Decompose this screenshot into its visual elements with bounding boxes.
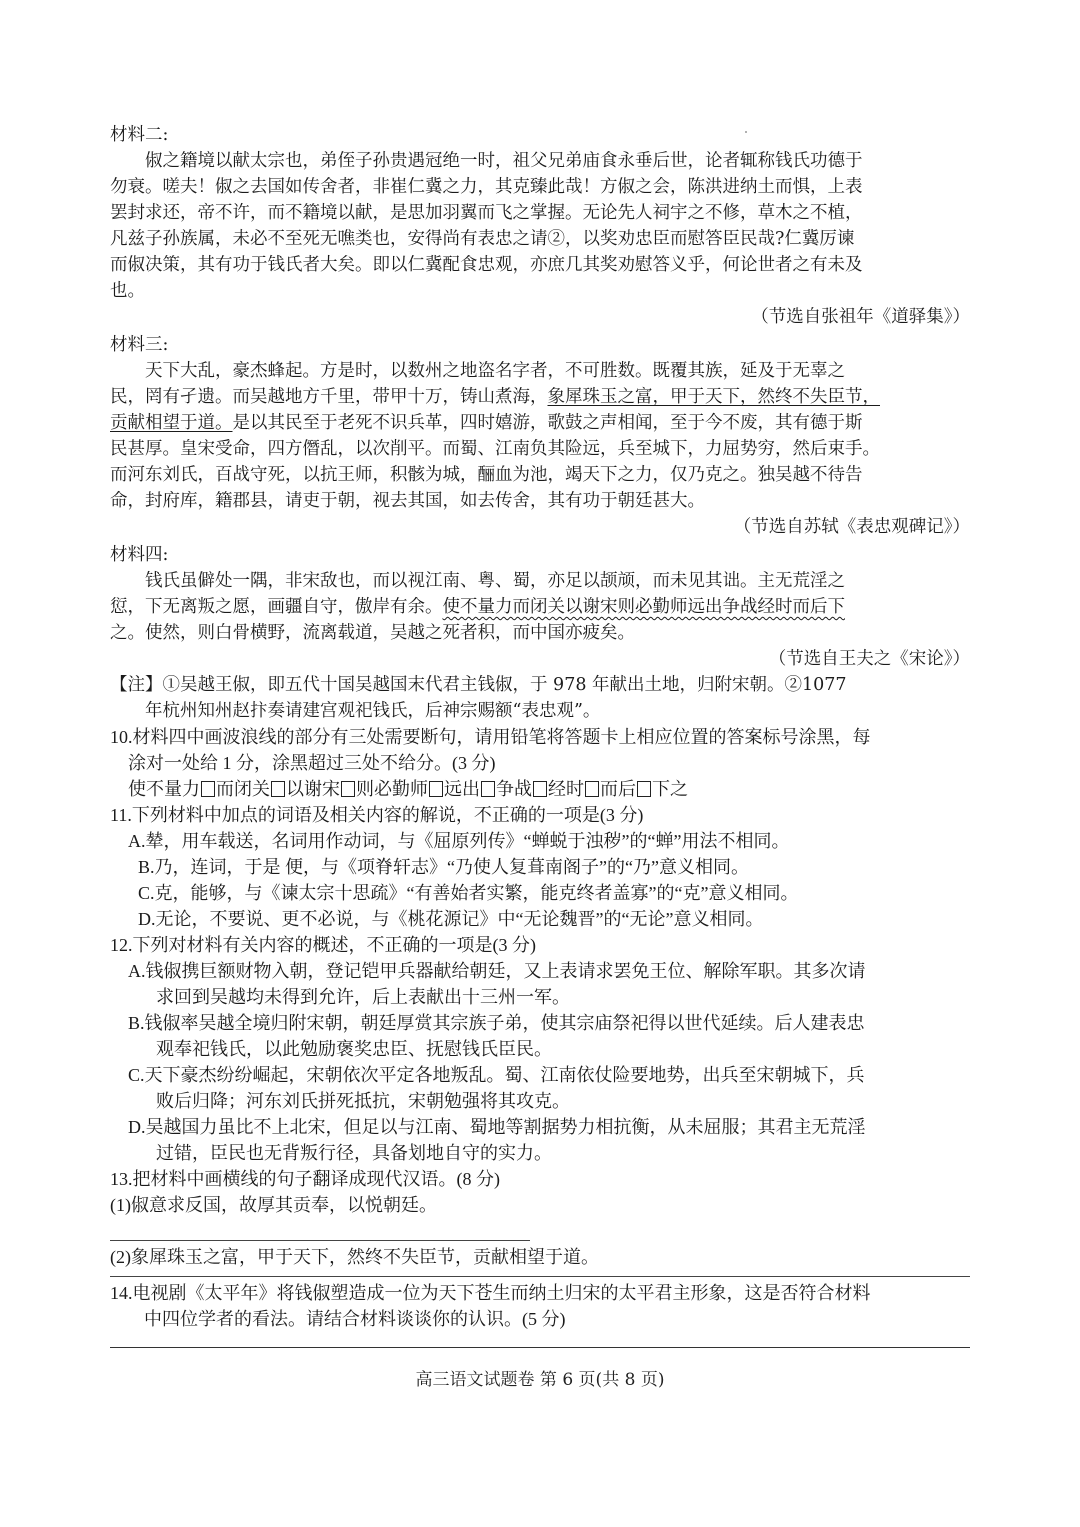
exam-page-body <box>110 120 970 1332</box>
annotation-note <box>110 672 970 724</box>
answer-box-a[interactable] <box>201 781 215 797</box>
material4-line: 之。使然，则白骨横野，流离载道，吴越之死者积，而中国亦疲矣。 <box>110 623 635 643</box>
question-10 <box>110 724 970 802</box>
material3-text <box>110 358 970 514</box>
material4-text <box>110 568 970 646</box>
answer-line <box>110 1347 970 1348</box>
note-line: 年杭州知州赵抃奏请建宫观祀钱氏，后神宗赐额“表忠观”。 <box>145 701 601 721</box>
material3-line: 命，封府库，籍郡县，请吏于朝，视去其国，如去传舍，其有功于朝廷甚大。 <box>110 491 705 511</box>
option-d: D.无论，不要说、更不必说，与《桃花源记》中“无论魏晋”的“无论”意义相同。 <box>138 909 764 929</box>
option-c: C.克，能够，与《谏太宗十思疏》“有善始者实繁，能克终者盖寡”的“克”意义相同。 <box>138 883 799 903</box>
material3-line <box>110 410 970 436</box>
material2-line: 而俶决策，其有功于钱氏者大矣。即以仁冀配食忠观，亦庶几其奖劝慰答义乎，何论世者之有未及 <box>110 255 863 275</box>
question-14-stem: 中四位学者的看法。请结合材料谈谈你的认识。(5 分) <box>144 1309 566 1329</box>
option-a-cont: 求回到吴越均未得到允许，后上表献出十三州一军。 <box>156 987 570 1007</box>
material2-line: 凡兹子孙族属，未必不至死无噍类也，安得尚有表忠之请②，以奖劝忠臣而慰答臣民哉?仁冀厉谏 <box>110 229 855 249</box>
question-14-stem: 14.电视剧《太平年》将钱俶塑造成一位为天下苍生而纳土归宋的太平君主形象，这是否符合材料 <box>110 1283 871 1303</box>
material2-source: （节选自张祖年《道驿集》） <box>751 307 970 327</box>
page-footer: 高三语文试题卷 第 6 页(共 8 页) <box>415 1370 665 1390</box>
material2-line: 俶之籍境以献太宗也，弟侄子孙贵遇冠绝一时，祖父兄弟庙食永垂后世，论者辄称钱氏功德于 <box>145 151 863 171</box>
answer-box-f[interactable] <box>533 781 547 797</box>
question-11-stem: 11.下列材料中加点的词语及相关内容的解说，不正确的一项是(3 分) <box>110 805 644 825</box>
option-a: A.辇，用车载送，名词用作动词，与《屈原列传》“蝉蜕于浊秽”的“蝉”用法不相同。 <box>128 831 790 851</box>
question-10-stem: 涂对一处给 1 分，涂黑超过三处不给分。(3 分) <box>128 753 496 773</box>
segment: 经时 <box>548 779 584 799</box>
option-c: C.天下豪杰纷纷崛起，宋朝依次平定各地叛乱。蜀、江南依仗险要地势，出兵至宋朝城下，兵 <box>128 1065 865 1085</box>
segment: 则必勤师 <box>356 779 428 799</box>
material3-text-plain: 民，罔有孑遗。而吴越地方千里，带甲十万，铸山煮海， <box>110 387 548 407</box>
option-a: A.钱俶携巨额财物入朝，登记铠甲兵器献给朝廷，又上表请求罢免王位、解除军职。其多次请 <box>128 961 866 981</box>
translation-sentence-1: (1)俶意求反国，故厚其贡奉，以悦朝廷。 <box>110 1195 437 1215</box>
punctuation-choices <box>110 776 970 802</box>
material2-line: 也。 <box>110 281 145 301</box>
material4-line: 钱氏虽僻处一隅，非宋敌也，而以视江南、粤、蜀，亦足以颉颃，而未见其诎。主无荒淫之 <box>145 571 845 591</box>
question-14 <box>110 1280 970 1332</box>
material2-label: 材料二: <box>110 125 169 145</box>
answer-box-d[interactable] <box>429 781 443 797</box>
material2-line: 勿衰。嗟夫！俶之去国如传舍者，非崔仁冀之力，其克臻此哉！方俶之会，陈洪进纳土而惧，上表 <box>110 177 863 197</box>
answer-box-e[interactable] <box>481 781 495 797</box>
segment: 远出 <box>444 779 480 799</box>
answer-area-1[interactable] <box>110 1218 970 1244</box>
question-12 <box>110 932 970 1166</box>
material3-line: 天下大乱，豪杰蜂起。方是时，以数州之地盗名字者，不可胜数。既覆其族，延及于无辜之 <box>145 361 845 381</box>
question-10-stem: 10.材料四中画波浪线的部分有三处需要断句，请用铅笔将答题卡上相应位置的答案标号涂黑，每 <box>110 727 871 747</box>
material4-line <box>110 594 970 620</box>
underlined-sentence: 象犀珠玉之富，甲于天下，然终不失臣节， <box>547 387 880 407</box>
answer-line <box>110 1240 530 1241</box>
material4-label: 材料四: <box>110 545 169 565</box>
answer-line <box>110 1276 970 1277</box>
option-d-cont: 过错，臣民也无背叛行径，具备划地自守的实力。 <box>156 1143 552 1163</box>
question-12-stem: 12.下列对材料有关内容的概述，不正确的一项是(3 分) <box>110 935 536 955</box>
note-line: 【注】①吴越王俶，即五代十国吴越国末代君主钱俶，于 978 年献出土地，归附宋朝。②1077 <box>110 675 847 695</box>
material2-line: 罢封求还，帝不许，而不籍境以献，是思加羽翼而飞之掌握。无论先人祠宇之不修，草木之不植， <box>110 203 863 223</box>
material3-line: 而河东刘氏，百战守死，以抗王师，积骸为城，酾血为池，竭天下之力，仅乃克之。独吴越不待告 <box>110 465 863 485</box>
segment: 使不量力 <box>128 779 200 799</box>
answer-box-b[interactable] <box>271 781 285 797</box>
answer-area-2[interactable] <box>110 1270 970 1280</box>
question-13-stem: 13.把材料中画横线的句子翻译成现代汉语。(8 分) <box>110 1169 500 1189</box>
material3-label: 材料三: <box>110 335 169 355</box>
material3-line <box>110 384 970 410</box>
option-d: D.吴越国力虽比不上北宋，但足以与江南、蜀地等割据势力相抗衡，从未屈服；其君主无荒淫 <box>128 1117 866 1137</box>
segment: 下之 <box>652 779 688 799</box>
material4-source: （节选自王夫之《宋论》） <box>768 649 970 669</box>
answer-box-c[interactable] <box>341 781 355 797</box>
option-b: B.乃，连词，于是 便，与《项脊轩志》“乃使人复葺南阁子”的“乃”意义相同。 <box>138 857 749 877</box>
option-c-cont: 败后归降；河东刘氏拼死抵抗，宋朝勉强将其攻克。 <box>156 1091 570 1111</box>
segment: 而闭关 <box>216 779 270 799</box>
wavy-underlined-sentence: 使不量力而闭关以谢宋则必勤师远出争战经时而后下 <box>442 597 845 617</box>
segment: 以谢宋 <box>286 779 340 799</box>
material3-source: （节选自苏轼《表忠观碑记》） <box>733 517 970 537</box>
option-b: B.钱俶率吴越全境归附宋朝，朝廷厚赏其宗族子弟，使其宗庙祭祀得以世代延续。后人建表忠 <box>128 1013 865 1033</box>
question-13 <box>110 1166 970 1280</box>
answer-box-g[interactable] <box>585 781 599 797</box>
segment: 争战 <box>496 779 532 799</box>
material3-line: 民甚厚。皇宋受命，四方僭乱，以次削平。而蜀、江南负其险远，兵至城下，力屈势穷，然后束手。 <box>110 439 880 459</box>
segment: 而后 <box>600 779 636 799</box>
material4-text-plain: 愆，下无离叛之愿，画疆自守，傲岸有余。 <box>110 597 443 617</box>
material2-text <box>110 148 970 304</box>
question-11 <box>110 802 970 932</box>
answer-box-h[interactable] <box>637 781 651 797</box>
underlined-sentence: 贡献相望于道。 <box>110 413 233 433</box>
material3-text-plain: 是以其民至于老死不识兵革，四时嬉游，歌鼓之声相闻，至于今不废，其有德于斯 <box>232 413 863 433</box>
translation-sentence-2: (2)象犀珠玉之富，甲于天下，然终不失臣节，贡献相望于道。 <box>110 1247 599 1267</box>
option-b-cont: 观奉祀钱氏，以此勉励褒奖忠臣、抚慰钱氏臣民。 <box>156 1039 552 1059</box>
